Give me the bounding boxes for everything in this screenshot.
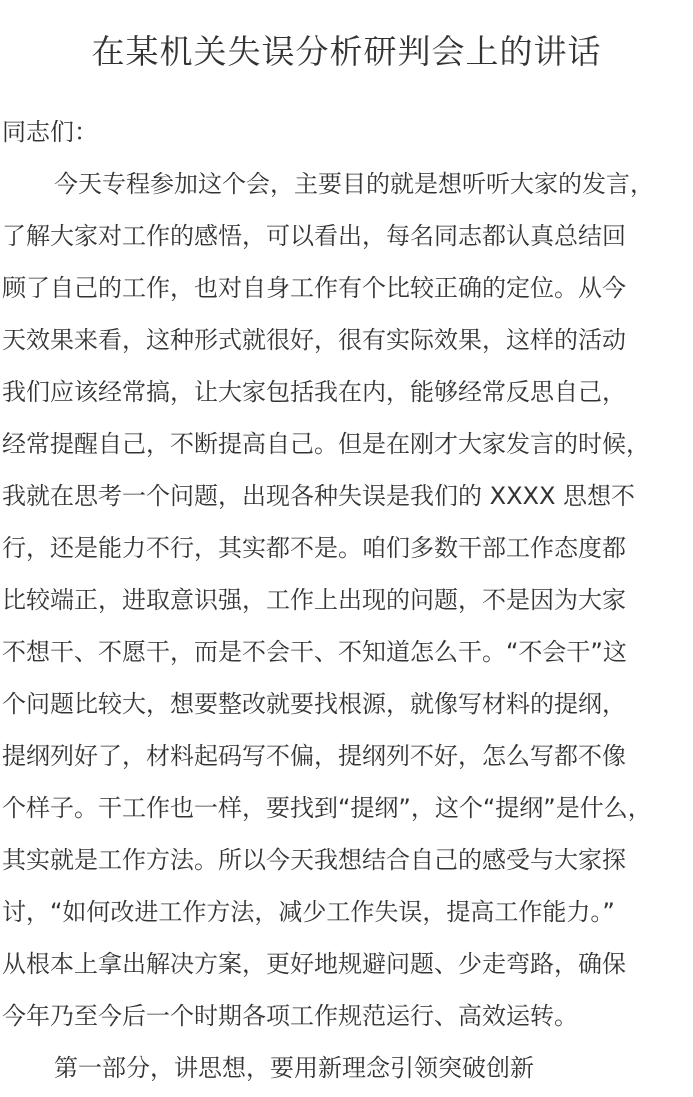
paragraph-line: 了解大家对工作的感悟，可以看出，每名同志都认真总结回 bbox=[2, 222, 626, 250]
paragraph-line: 比较端正，进取意识强，工作上出现的问题，不是因为大家 bbox=[2, 586, 626, 614]
paragraph-line: 今年乃至今后一个时期各项工作规范运行、高效运转。 bbox=[2, 1002, 578, 1030]
paragraph-line: 我就在思考一个问题，出现各种失误是我们的 XXXX 思想不 bbox=[2, 482, 636, 510]
section-heading: 第一部分，讲思想，要用新理念引领突破创新 bbox=[54, 1054, 534, 1082]
paragraph-line: 天效果来看，这种形式就很好，很有实际效果，这样的活动 bbox=[2, 326, 626, 354]
paragraph-line: 经常提醒自己，不断提高自己。但是在刚才大家发言的时候， bbox=[2, 430, 650, 458]
speech-body bbox=[2, 106, 693, 1094]
paragraph-line: 其实就是工作方法。所以今天我想结合自己的感受与大家探 bbox=[2, 846, 626, 874]
salutation: 同志们： bbox=[2, 118, 98, 146]
paragraph-line: 个问题比较大，想要整改就要找根源，就像写材料的提纲， bbox=[2, 690, 626, 718]
paragraph-line: 我们应该经常搞，让大家包括我在内，能够经常反思自己， bbox=[2, 378, 626, 406]
paragraph-line: 个样子。干工作也一样，要找到“提纲”，这个“提纲”是什么， bbox=[2, 794, 652, 822]
paragraph-line: 顾了自己的工作，也对自身工作有个比较正确的定位。从今 bbox=[2, 274, 626, 302]
paragraph-line: 讨，“如何改进工作方法，减少工作失误，提高工作能力。” bbox=[2, 898, 615, 926]
paragraph-line: 不想干、不愿干，而是不会干、不知道怎么干。“不会干”这 bbox=[2, 638, 627, 666]
paragraph-line: 从根本上拿出解决方案，更好地规避问题、少走弯路，确保 bbox=[2, 950, 626, 978]
paragraph-line: 今天专程参加这个会，主要目的就是想听听大家的发言， bbox=[54, 170, 654, 198]
page-title: 在某机关失误分析研判会上的讲话 bbox=[91, 32, 602, 71]
paragraph-line: 提纲列好了，材料起码写不偏，提纲列不好，怎么写都不像 bbox=[2, 742, 626, 770]
paragraph-line: 行，还是能力不行，其实都不是。咱们多数干部工作态度都 bbox=[2, 534, 626, 562]
